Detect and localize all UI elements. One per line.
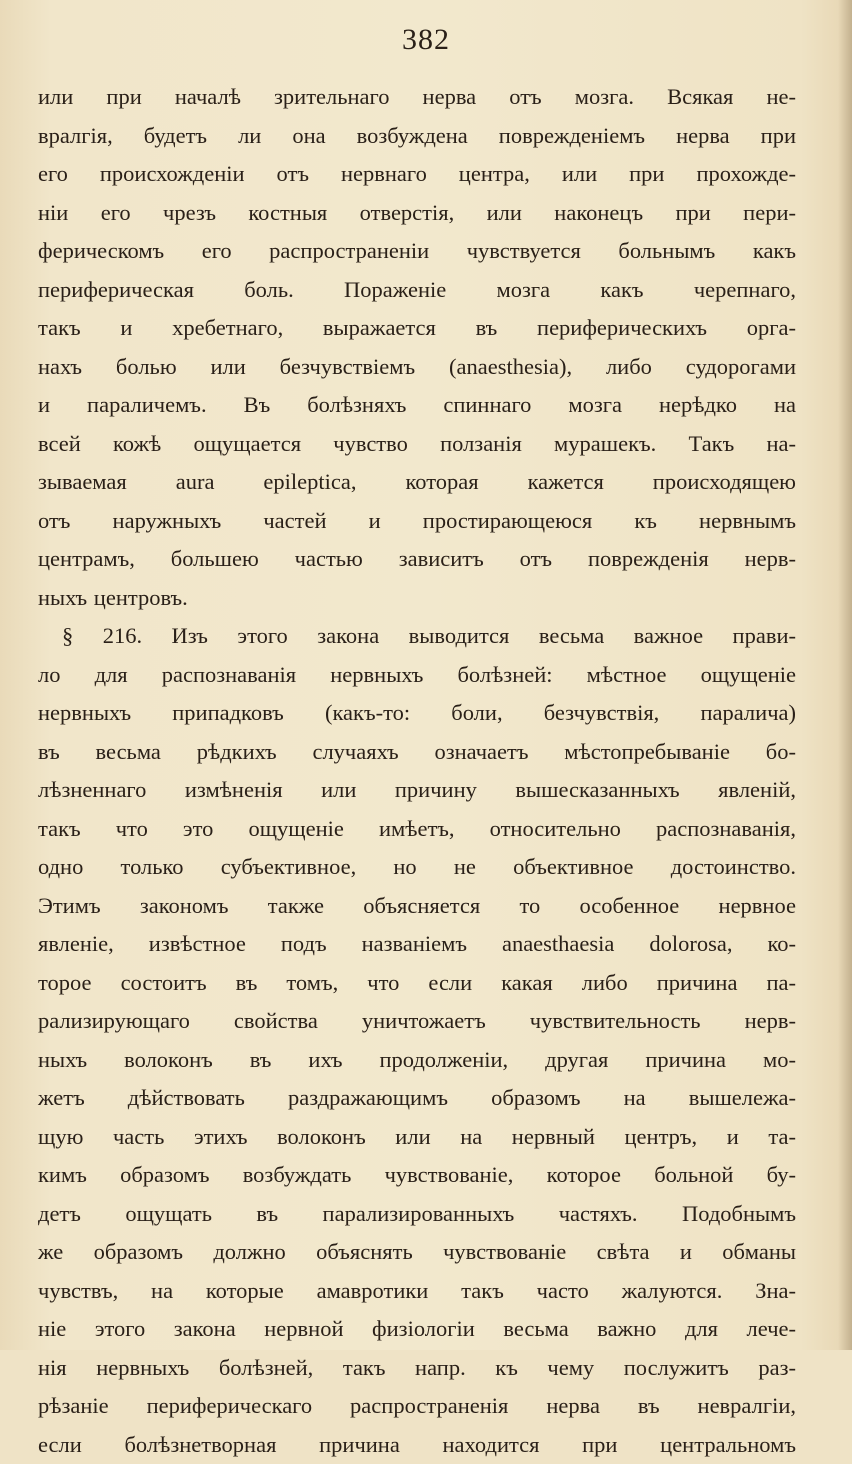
text-line: кимъ образомъ возбуждать чувствованіе, которое больной бу- xyxy=(38,1156,796,1195)
text-line: такъ что это ощущеніе имѣетъ, относительно распознаванія, xyxy=(38,810,796,849)
page-edge-shadow xyxy=(838,0,852,1350)
text-line: щую часть этихъ волоконъ или на нервный центръ, и та- xyxy=(38,1118,796,1157)
text-line: если болѣзнетворная причина находится при центральномъ xyxy=(38,1426,796,1464)
text-line: ныхъ центровъ. xyxy=(38,579,796,618)
text-line: периферическая боль. Пораженіе мозга какъ черепнаго, xyxy=(38,271,796,310)
text-line: рализирующаго свойства уничтожаетъ чувствительность нерв- xyxy=(38,1002,796,1041)
text-line: рѣзаніе периферическаго распространенія нерва въ невралгіи, xyxy=(38,1387,796,1426)
text-line: ніи его чрезъ костныя отверстія, или наконецъ при пери- xyxy=(38,194,796,233)
text-line: ферическомъ его распространеніи чувствуется больнымъ какъ xyxy=(38,232,796,271)
text-line: всей кожѣ ощущается чувство ползанія мурашекъ. Такъ на- xyxy=(38,425,796,464)
text-line: и параличемъ. Въ болѣзняхъ спиннаго мозга нерѣдко на xyxy=(38,386,796,425)
text-line: одно только субъективное, но не объективное достоинство. xyxy=(38,848,796,887)
section-heading-line: § 216. Изъ этого закона выводится весьма важное прави- xyxy=(38,617,796,656)
text-line: или при началѣ зрительнаго нерва отъ мозга. Всякая не- xyxy=(38,78,796,117)
text-line: вралгія, будетъ ли она возбуждена поврежденіемъ нерва при xyxy=(38,117,796,156)
text-line: нахъ болью или безчувствіемъ (anaesthesia), либо судорогами xyxy=(38,348,796,387)
text-line: такъ и хребетнаго, выражается въ периферическихъ орга- xyxy=(38,309,796,348)
text-line: центрамъ, большею частью зависитъ отъ поврежденія нерв- xyxy=(38,540,796,579)
page-number: 382 xyxy=(0,22,852,58)
text-line: торое состоитъ въ томъ, что если какая либо причина па- xyxy=(38,964,796,1003)
text-line: ло для распознаванія нервныхъ болѣзней: мѣстное ощущеніе xyxy=(38,656,796,695)
text-line: явленіе, извѣстное подъ названіемъ anaesthaesia dolorosa, ко- xyxy=(38,925,796,964)
text-line: нервныхъ припадковъ (какъ-то: боли, безчувствія, паралича) xyxy=(38,694,796,733)
text-line: же образомъ должно объяснять чувствованіе свѣта и обманы xyxy=(38,1233,796,1272)
text-line: ныхъ волоконъ въ ихъ продолженіи, другая причина мо- xyxy=(38,1041,796,1080)
text-line: зываемая aura epileptica, которая кажется происходящею xyxy=(38,463,796,502)
text-line: жетъ дѣйствовать раздражающимъ образомъ на вышележа- xyxy=(38,1079,796,1118)
text-line: чувствъ, на которые амавротики такъ часто жалуются. Зна- xyxy=(38,1272,796,1311)
text-line: въ весьма рѣдкихъ случаяхъ означаетъ мѣстопребываніе бо- xyxy=(38,733,796,772)
text-line: лѣзненнаго измѣненія или причину вышесказанныхъ явленій, xyxy=(38,771,796,810)
text-line: детъ ощущать въ парализированныхъ частяхъ. Подобнымъ xyxy=(38,1195,796,1234)
text-line: Этимъ закономъ также объясняется то особенное нервное xyxy=(38,887,796,926)
text-line: ніе этого закона нервной физіологіи весьма важно для лече- xyxy=(38,1310,796,1349)
text-line: отъ наружныхъ частей и простирающеюся къ нервнымъ xyxy=(38,502,796,541)
body-text xyxy=(38,78,796,1464)
text-line: нія нервныхъ болѣзней, такъ напр. къ чему послужитъ раз- xyxy=(38,1349,796,1388)
text-line: его происхожденіи отъ нервнаго центра, или при прохожде- xyxy=(38,155,796,194)
